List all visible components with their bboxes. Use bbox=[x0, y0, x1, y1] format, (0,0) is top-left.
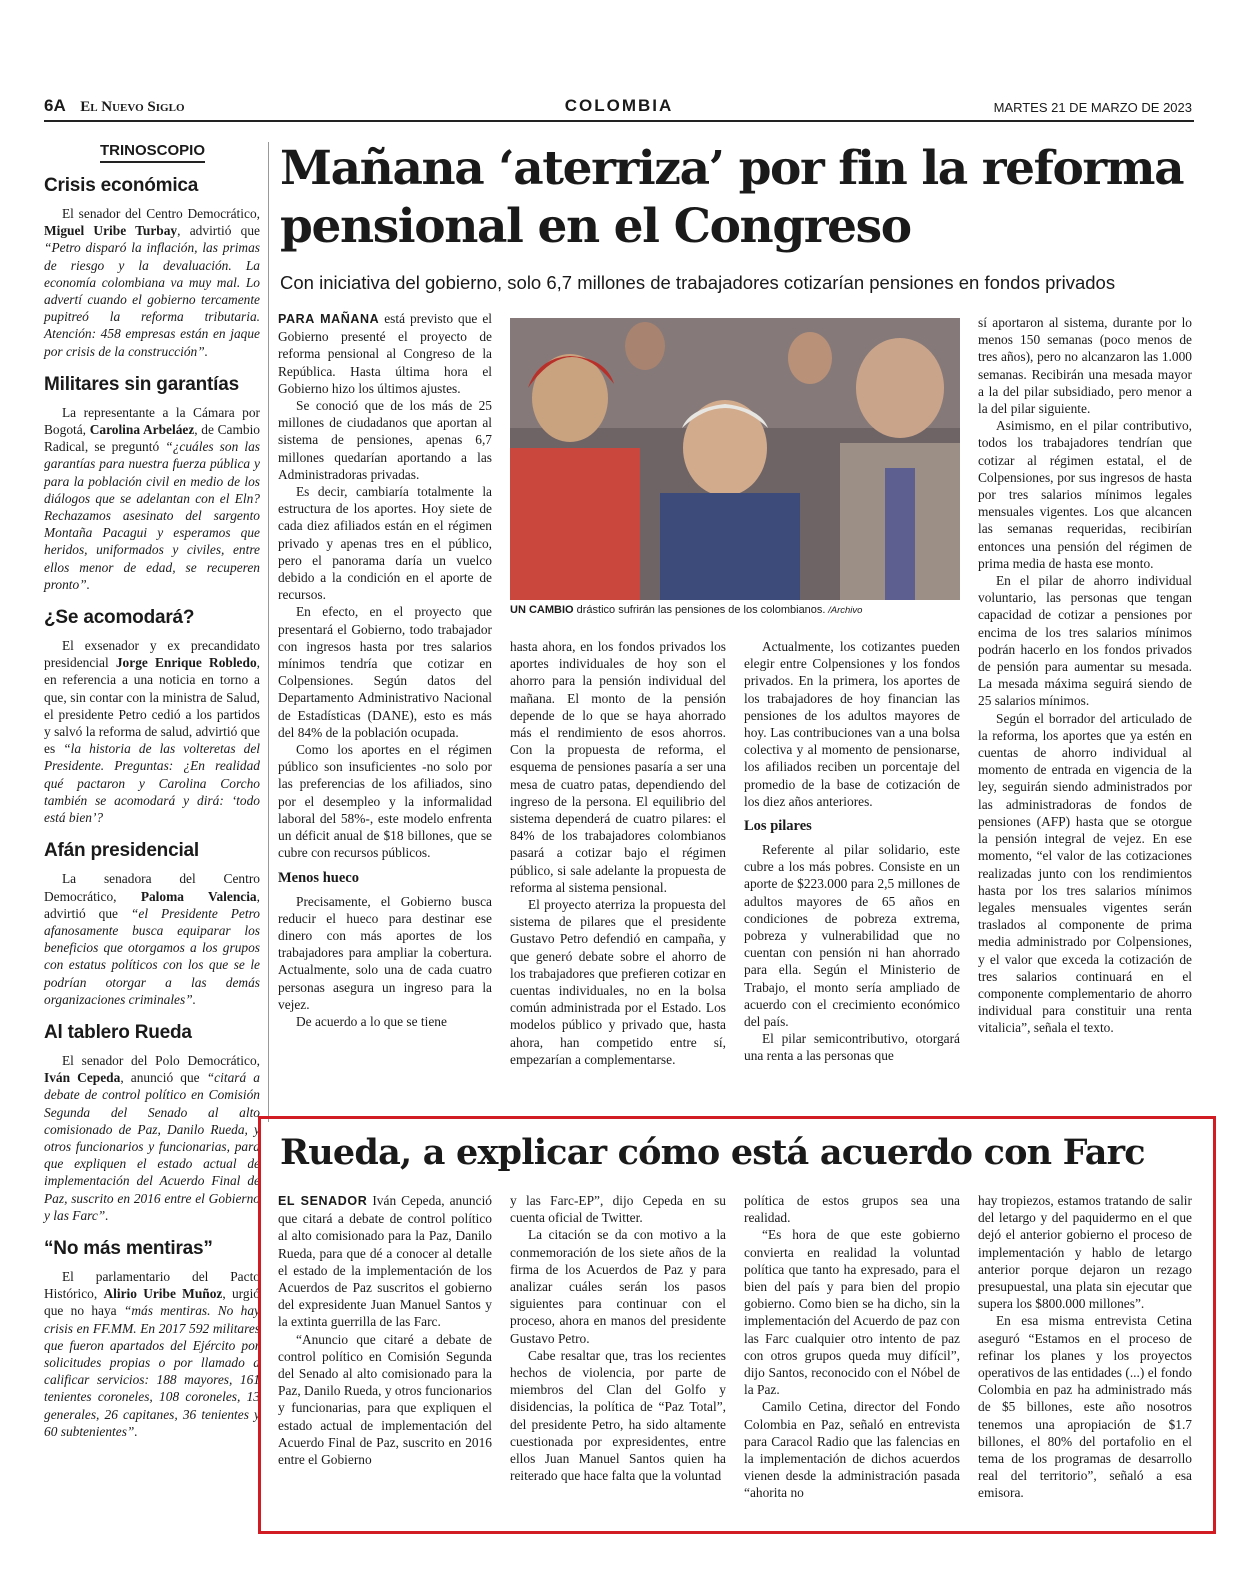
article-paragraph: Precisamente, el Gobierno busca reducir el hueco para destinar ese dinero con más aportes de los trabajadores para ampliar la cobertura. Actualmente, solo una de cada cuatro personas asegura un ingreso para la vejez. bbox=[278, 893, 492, 1012]
sidebar-text-mid: , de Cambio Radical, se preguntó bbox=[44, 422, 260, 455]
sidebar-text-mid: , en referencia a una noticia en torno a que, sin contar con la ministra de Salud, el presidente Petro cedió a los partidos y salvó la reforma de salud, advirtió que es bbox=[44, 655, 261, 757]
sidebar-quote: “la historia de las volteretas del Presidente. Preguntas: ¿En realidad qué pactaron y Carolina Corcho también se acomodará y dirá: ‘todo está bien’? bbox=[44, 741, 260, 826]
sidebar-bold: Paloma Valencia bbox=[140, 888, 257, 904]
sidebar-text-mid: , urgió que no haya bbox=[44, 1286, 260, 1319]
caption-text: drástico sufrirán las pensiones de los colombianos. bbox=[573, 604, 826, 616]
sidebar-item-text bbox=[44, 870, 260, 1008]
article-paragraph: hay tropiezos, estamos tratando de salir del letargo y del paquidermo en el que dejó el anterior gobierno el proceso de implementación y hablo de letargo anterior porque dejaron un rezago presupuestal, una plata sin ejecutar que supera los $800.000 millones”. bbox=[978, 1193, 1192, 1312]
photo-illustration bbox=[510, 318, 960, 600]
article-paragraph: Actualmente, los cotizantes pueden elegir entre Colpensiones y los fondos privados. En la primera, los aportes de los trabajadores de hoy financian las pensiones de los adultos mayores de hoy. Las contribuciones van a una bolsa colectiva y al momento de pensionarse, los afiliados reciben un porcentaje del promedio de la base de cotización de los diez años anteriores. bbox=[744, 639, 960, 809]
sidebar-item bbox=[44, 175, 260, 360]
sidebar-items bbox=[44, 175, 260, 1440]
sidebar-item-text bbox=[44, 1268, 260, 1440]
article-paragraph: “Anuncio que citaré a debate de control político en Comisión Segunda del Senado al alto comisionado para la Paz, Danilo Rueda, y otros funcionarios y funcionarias, para que expliquen el estado actual de implementación del Acuerdo Final de Paz, suscrito en 2016 entre el Gobierno bbox=[278, 1331, 492, 1468]
sidebar-item bbox=[44, 374, 260, 593]
second-headline: Rueda, a explicar cómo está acuerdo con Farc bbox=[280, 1132, 1145, 1173]
sidebar-item-text bbox=[44, 404, 260, 593]
column-divider bbox=[268, 142, 269, 1122]
sidebar-item-text bbox=[44, 1052, 260, 1224]
sidebar-text-mid: , advirtió que bbox=[44, 888, 260, 921]
main-column-4 bbox=[978, 314, 1192, 1037]
article-paragraph: Es decir, cambiaría totalmente la estructura de los aportes. Hoy siete de cada diez afiliados están en el régimen privado y apenas tres en el público, pero el panorama daría un vuelco debido a la condición en el aporte de recursos. bbox=[278, 484, 492, 603]
sidebar-item-heading: Al tablero Rueda bbox=[44, 1021, 192, 1043]
sidebar-item-heading: Crisis económica bbox=[44, 175, 199, 196]
article-paragraph: y las Farc-EP”, dijo Cepeda en su cuenta oficial de Twitter. bbox=[510, 1193, 726, 1226]
second-lead-paragraph bbox=[278, 1192, 492, 1331]
sidebar-item-text bbox=[44, 637, 260, 826]
sidebar-item bbox=[44, 840, 260, 1008]
main-column-3 bbox=[744, 638, 960, 1065]
article-paragraph: hasta ahora, en los fondos privados los aportes individuales de hoy son el ahorro para la pensión individual del mañana. El monto de la pensión depende de lo que se haya ahorrado más el rendimiento de esos ahorros. Con la propuesta de reforma, el esquema de pensiones pasaría a ser una mesa de cuatro patas, dependiendo del ingreso de la persona. El equilibrio del sistema dependerá de cuatro pilares: el 84% de los trabajadores colombianos pasará a cotizar bajo el régimen público, si sale adelante la propuesta de reforma al sistema pensional. bbox=[510, 639, 726, 895]
sidebar-bold: Carolina Arbeláez bbox=[89, 422, 195, 438]
sidebar-text-pre: El senador del Centro Democrático, bbox=[62, 206, 260, 221]
article-paragraph: El pilar semicontributivo, otorgará una renta a las personas que bbox=[744, 1031, 960, 1064]
sidebar-item-heading: “No más mentiras” bbox=[44, 1237, 213, 1259]
article-paragraph: Según el borrador del articulado de la reforma, los aportes que ya estén en cuentas de ahorro individual al momento de entrada en vigencia de la ley, seguirán siendo administrados por las administradoras de fondos de pensiones (AFP) hasta que se otorgue la pensión integral de vejez. En ese momento, “el valor de las cotizaciones realizadas junto con los rendimientos hasta por los tres salarios mínimos legales mensuales vigentes serán traslados al componente de prima media administrado por Colpensiones, y el valor que exceda la cotización de tres salarios continuará en el componente complementario de ahorro individual para constituir una renta vitalicia”, señala el texto. bbox=[978, 710, 1192, 1036]
second-column-3 bbox=[744, 1192, 960, 1502]
sidebar-item-heading: Afán presidencial bbox=[44, 840, 199, 862]
caption-lead: UN CAMBIO bbox=[510, 604, 574, 616]
main-headline: Mañana ‘aterriza’ por fin la reforma pensional en el Congreso bbox=[280, 141, 1184, 254]
sidebar-text-pre: La representante a la Cámara por Bogotá, bbox=[44, 404, 260, 438]
article-paragraph: sí aportaron al sistema, durante por lo menos 150 semanas (poco menos de tres años), pero no alcanzaron las 1.000 semanas. Recibirán una mesada mayor a la del pilar subsidiado, pero menor a la del pilar siguiente. bbox=[978, 315, 1192, 417]
sidebar-quote: “¿cuáles son las garantías para nuestra fuerza pública y para la población civil en medio de los diálogos que se adelantan con el Eln? Rechazamos asesinato del sargento Montaña Pacagui y esperamos que heridos, uniformados y civiles, entre ellos menor de edad, se recuperen pronto”. bbox=[44, 439, 260, 592]
article-paragraph: “Es hora de que este gobierno convierta en realidad la voluntad política que tanto ha expresado, para el bien del país y para bien del propio gobierno. Como bien se ha dicho, sin la implementación del Acuerdo de paz con las Farc cualquier otro intento de paz con otros grupos queda muy difícil”, dijo Santos, reconocido con el Nóbel de la Paz. bbox=[744, 1227, 960, 1398]
sidebar-item bbox=[44, 607, 260, 826]
article-paragraph: Cabe resaltar que, tras los recientes hechos de violencia, por parte de miembros del Clan del Golfo y disidencias, la política de “Paz Total”, del presidente Petro, ha sido altamente cuestionada por expresidentes, entre ellos Juan Manuel Santos quien ha reiterado que hace falta que la voluntad bbox=[510, 1347, 726, 1484]
header-rule bbox=[44, 120, 1194, 122]
main-lead-paragraph bbox=[278, 310, 492, 397]
article-paragraph: Se conoció que de los más de 25 millones de ciudadanos que aportan al sistema de pensiones, apenas 6,7 millones quedarían aportando a las Administradoras privadas. bbox=[278, 398, 492, 482]
article-paragraph: En esa misma entrevista Cetina aseguró “Estamos en el proceso de refinar los planes y los proyectos operativos de las entidades (...) el fondo Colombia en paz ha administrado más de $5 billones, este año nosotros tenemos una apropiación de $1.7 billones, el 80% del portafolio en el tema de los programas de desarrollo real del territorio”, señaló a esa emisora. bbox=[978, 1313, 1192, 1501]
sidebar-item-heading: ¿Se acomodará? bbox=[44, 607, 195, 629]
sidebar-bold: Iván Cepeda bbox=[44, 1070, 121, 1086]
sidebar-item-heading: Militares sin garantías bbox=[44, 373, 239, 395]
main-column-2 bbox=[510, 638, 726, 1068]
sidebar-text-pre: La senadora del Centro Democrático, bbox=[44, 871, 260, 904]
second-lead-text: Iván Cepeda, anunció que citará a debate de control político al alto comisionado para la Paz, Danilo Rueda, para que dé a conocer al detalle el estado de la implementación de los Acuerdos de Paz suscritos el gobierno del expresidente Juan Manuel Santos y la extinta guerrilla de las Farc. bbox=[278, 1193, 492, 1330]
sidebar-text-pre: El senador del Polo Democrático, bbox=[62, 1052, 260, 1068]
main-column-1 bbox=[278, 310, 492, 1030]
article-paragraph: Camilo Cetina, director del Fondo Colombia en Paz, señaló en entrevista para Caracol Radio que las falencias en la implementación de dichos acuerdos vienen desde la administración pasada “ahorita no bbox=[744, 1399, 960, 1501]
sidebar-bold: Miguel Uribe Turbay bbox=[44, 223, 178, 239]
sidebar-quote: “el Presidente Petro afanosamente busca equiparar los beneficios que otorgamos a los grupos con estatus políticos con los que se le podrían otorgar a las demás organizaciones criminales”. bbox=[44, 905, 260, 1007]
sidebar-item bbox=[44, 1238, 260, 1440]
sidebar-text-mid: , advirtió que bbox=[177, 223, 260, 239]
photo-caption bbox=[510, 604, 960, 616]
sidebar-text-pre: El parlamentario del Pacto Histórico, bbox=[44, 1268, 260, 1302]
main-lead-caps: PARA MAÑANA bbox=[278, 312, 380, 326]
subheading-menos-hueco: Menos hueco bbox=[278, 869, 359, 886]
sidebar-item bbox=[44, 1022, 260, 1224]
second-column-1 bbox=[278, 1192, 492, 1468]
article-paragraph: En el pilar de ahorro individual voluntario, las personas que tengan capacidad de cotizar a pensiones por encima de los tres salarios mínimos podrán hacerlo en los fondos privados de pensión para aumentar su mesada. La mesada máxima seguirá siendo de 25 salarios mínimos. bbox=[978, 573, 1192, 709]
article-paragraph: El proyecto aterriza la propuesta del sistema de pilares que el presidente Gustavo Petro defendió en campaña, y que generó debate sobre el ahorro de los trabajadores que prefieren cotizar en cuentas individuales, no en la bolsa común administrada por el Estado. Los modelos público y privado que, hasta ahora, han competido entre sí, empezarían a complementarse. bbox=[510, 897, 726, 1067]
page-number: 6A bbox=[44, 96, 66, 115]
second-column-4 bbox=[978, 1192, 1192, 1502]
sidebar-text-pre: El exsenador y ex precandidato presidencial bbox=[44, 638, 260, 671]
main-subheadline: Con iniciativa del gobierno, solo 6,7 millones de trabajadores cotizarían pensiones en fondos privados bbox=[280, 272, 1116, 293]
article-paragraph: política de estos grupos sea una realidad. bbox=[744, 1193, 960, 1226]
article-paragraph: Asimismo, en el pilar contributivo, todos los trabajadores tendrían que cotizar al régimen estatal, el de Colpensiones, por sus ingresos de hasta por tres salarios mínimos legales mensuales vigentes. Los que alcancen las semanas requeridas, recibirían entonces una pensión del régimen de prima media de hasta ese monto. bbox=[978, 418, 1192, 571]
photo-credit: /Archivo bbox=[825, 605, 863, 616]
sidebar-text-mid: , anunció que bbox=[120, 1070, 207, 1086]
section-name: COLOMBIA bbox=[564, 96, 674, 115]
sidebar-bold: Alirio Uribe Muñoz bbox=[103, 1286, 223, 1302]
main-lead-text: está previsto que el Gobierno presenté el proyecto de reforma pensional al Congreso de la República. Hasta última hora el Gobierno hizo los últimos ajustes. bbox=[278, 311, 492, 396]
sidebar-quote: “más mentiras. No hay crisis en FF.MM. En 2017 592 militares que fueron apartados del Ejército por solicitudes propias o por llamado a calificar servicios: 188 mayores, 161 tenientes coroneles, 108 coroneles, 13 generales, 26 capitanes, 36 tenientes y 60 subtenientes”. bbox=[44, 1303, 261, 1439]
article-paragraph: De acuerdo a lo que se tiene bbox=[296, 1013, 447, 1029]
sidebar-quote: “Petro disparó la inflación, las primas de riesgo y la devaluación. La economía colombiana va muy mal. Lo advertí cuando el gobierno tercamente pupitreó la reforma tributaria. Atención: 458 empresas están en jaque por crisis de la construcción”. bbox=[44, 240, 260, 359]
sidebar-item-text bbox=[44, 205, 260, 360]
article-paragraph: En efecto, en el proyecto que presentará el Gobierno, todo trabajador con ingresos hasta por tres salarios mínimos tendría que cotizar en Colpensiones. Según datos del Departamento Administrativo Nacional de Estadísticas (DANE), esto es más del 84% de la población ocupada. bbox=[278, 604, 492, 740]
second-lead-caps: EL SENADOR bbox=[278, 1194, 368, 1208]
subheading-los-pilares: Los pilares bbox=[744, 818, 812, 835]
trinoscopio-sidebar bbox=[44, 142, 260, 1454]
article-paragraph: Referente al pilar solidario, este cubre a los más pobres. Consiste en un aporte de $223.000 para 2,5 millones de adultos mayores de 65 años en condiciones de pobreza extrema, pobreza y vulnerabilidad que no cuentan con pensión ni han ahorrado para ella. Según el Ministerio de Trabajo, el monto sería ampliado de acuerdo con el crecimiento económico del país. bbox=[744, 842, 960, 1030]
issue-date: MARTES 21 DE MARZO DE 2023 bbox=[993, 100, 1192, 115]
article-paragraph: La citación se da con motivo a la conmemoración de los siete años de la firma de los Acuerdos de Paz y para analizar cuáles serán los pasos siguientes para continuar con el proceso, ahora en manos del presidente Gustavo Petro. bbox=[510, 1227, 726, 1346]
second-column-2 bbox=[510, 1192, 726, 1484]
sidebar-quote: “citará a debate de control político en Comisión Segunda del Senado al alto comisionado de Paz, Danilo Rueda, y otros funcionarios y funcionarias, para que expliquen el estado actual de implementación del Acuerdo Final de Paz, suscrito en 2016 entre el Gobierno y las Farc”. bbox=[44, 1070, 260, 1223]
newspaper-name: El Nuevo Siglo bbox=[80, 99, 185, 115]
sidebar-section-title: TRINOSCOPIO bbox=[100, 142, 205, 163]
article-paragraph: Como los aportes en el régimen público son insuficientes -no solo por las preferencias de los afiliados, sino por el desempleo y la informalidad laboral del 58%-, este modelo enfrenta un déficit anual de $18 billones, que se cubre con recursos públicos. bbox=[278, 742, 492, 861]
sidebar-bold: Jorge Enrique Robledo bbox=[115, 655, 257, 671]
article-photo bbox=[510, 318, 960, 600]
